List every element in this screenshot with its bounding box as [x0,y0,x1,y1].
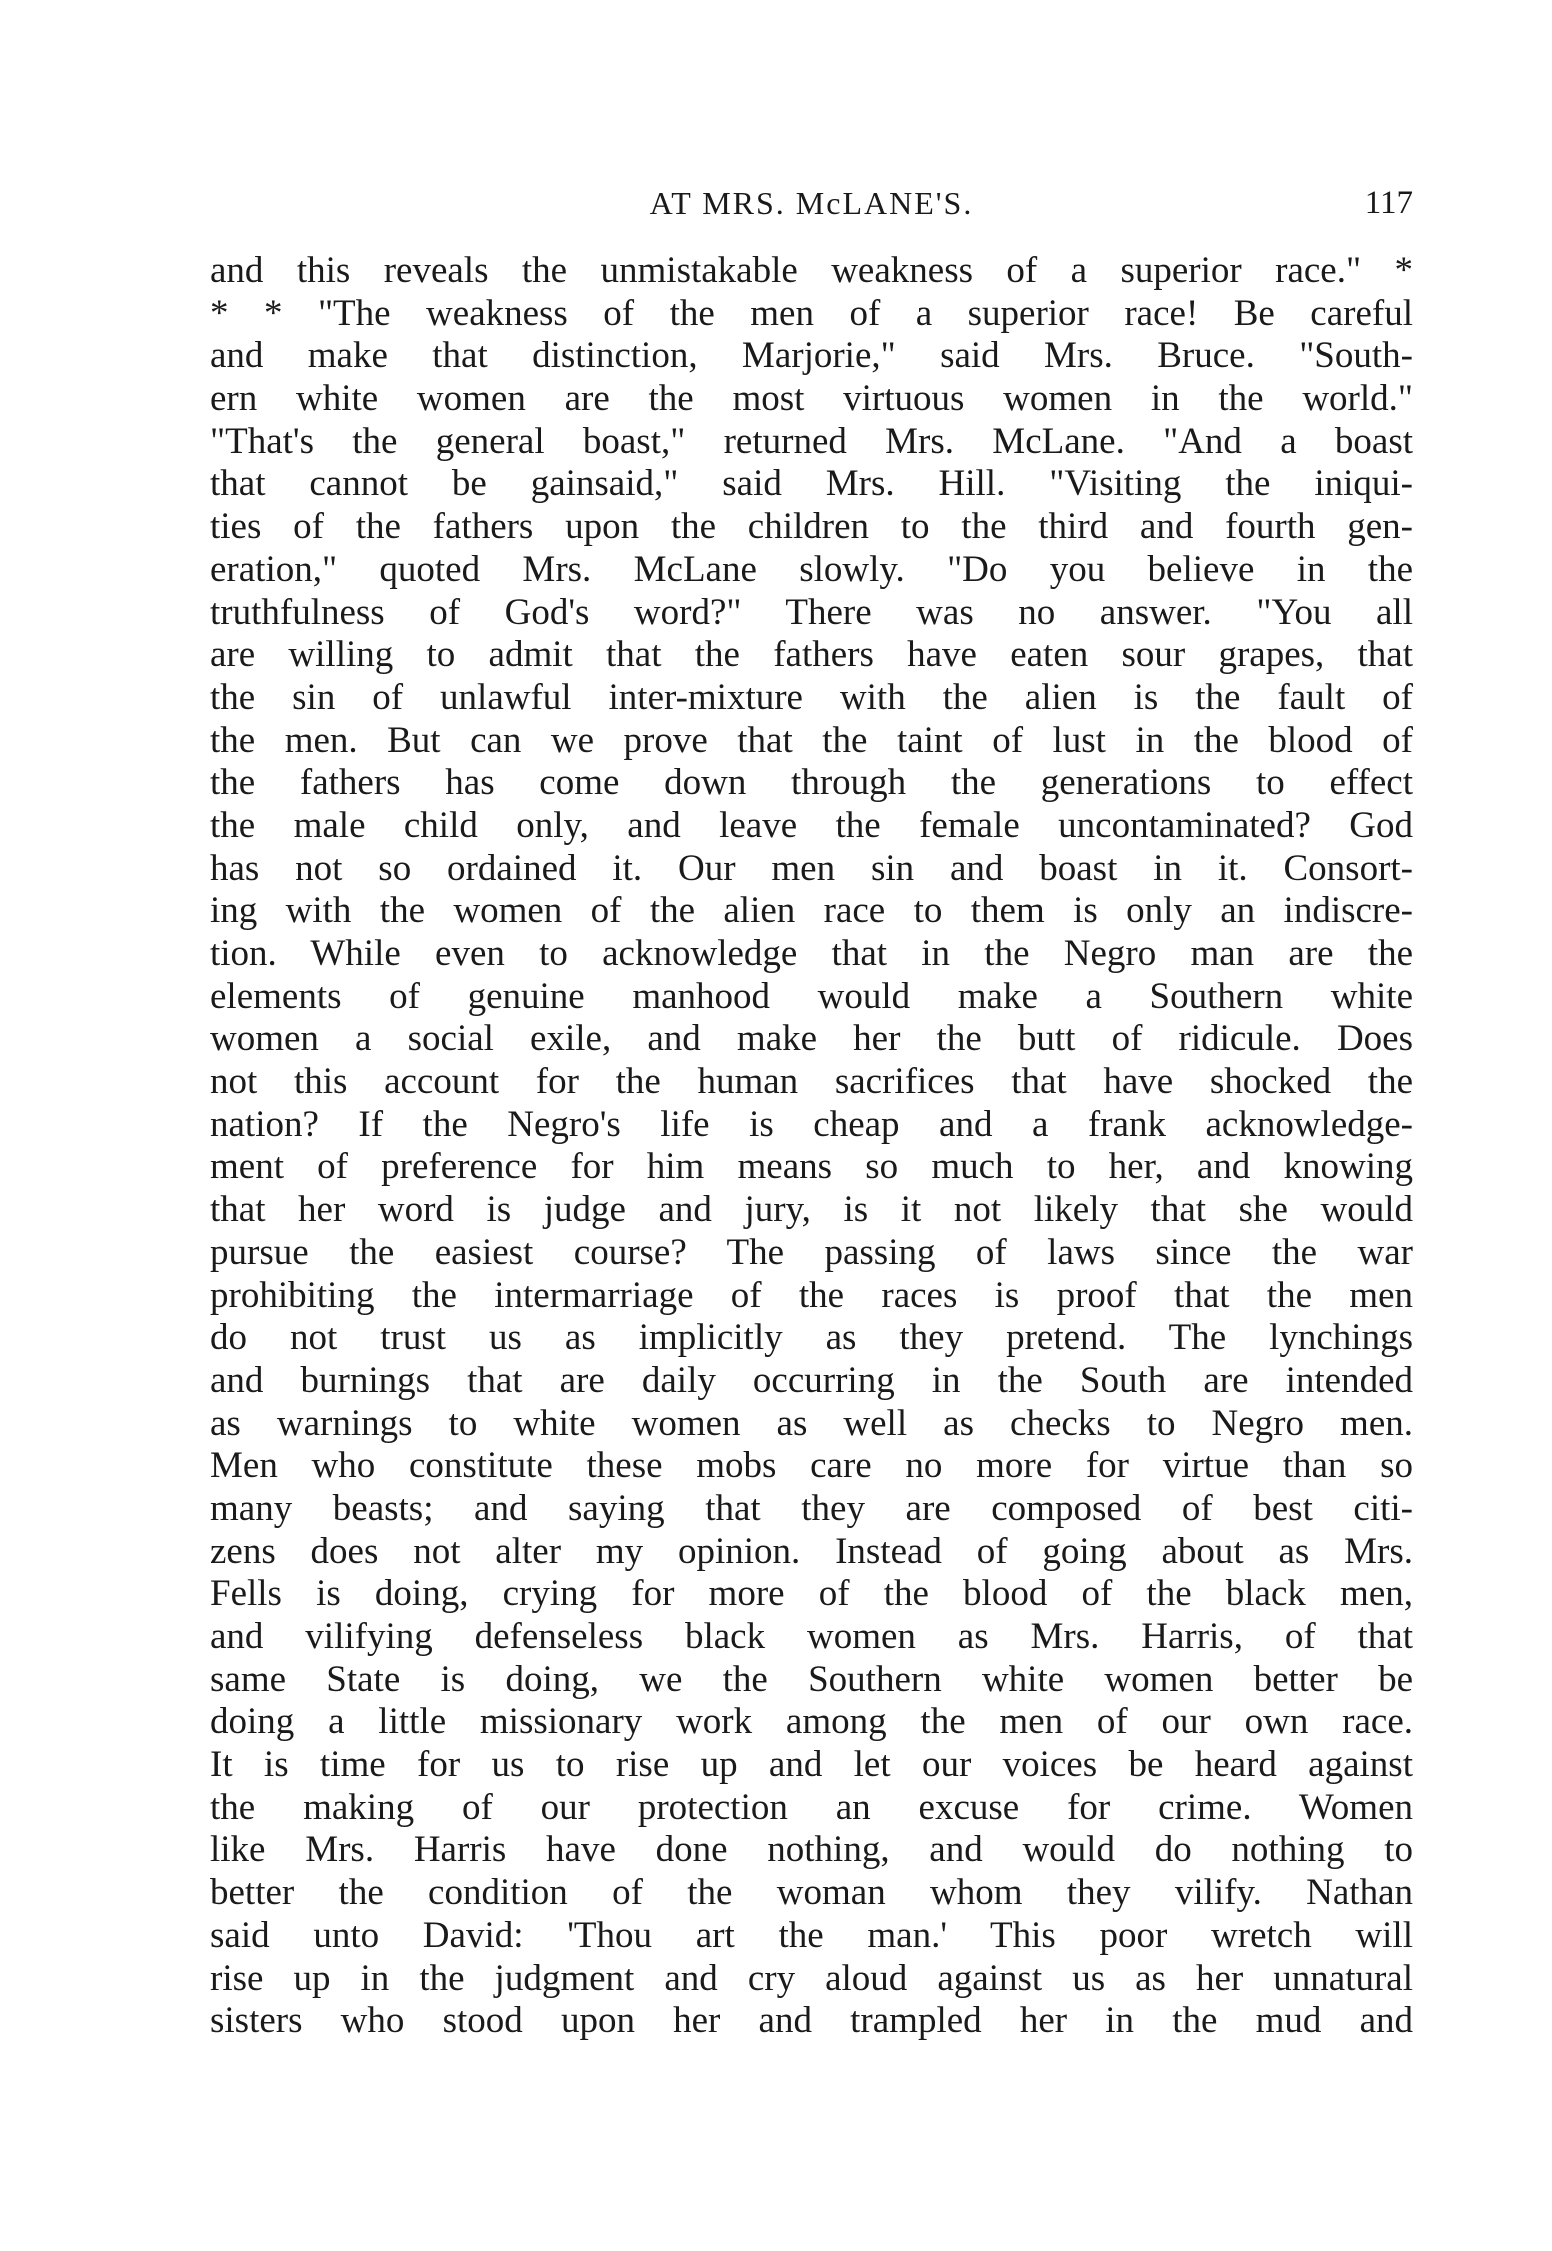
text-line: ing with the women of the alien race to them is only an indiscre- [210,890,1413,932]
text-line: many beasts; and saying that they are composed of best citi- [210,1487,1413,1529]
running-head [210,178,1413,228]
text-line: that her word is judge and jury, is it not likely that she would [210,1189,1413,1231]
text-line: that cannot be gainsaid," said Mrs. Hill. "Visiting the iniqui- [210,463,1413,505]
text-line: ment of preference for him means so much to her, and knowing [210,1146,1413,1188]
text-line: * * "The weakness of the men of a superior race! Be careful [210,292,1413,334]
text-line: elements of genuine manhood would make a Southern white [210,975,1413,1017]
running-title: AT MRS. McLANE'S. [649,185,974,221]
text-line: eration," quoted Mrs. McLane slowly. "Do you believe in the [210,548,1413,590]
text-line: Men who constitute these mobs care no more for virtue than so [210,1445,1413,1487]
text-line: ern white women are the most virtuous women in the world." [210,378,1413,420]
page-number: 117 [1364,185,1413,221]
text-line: not this account for the human sacrifices that have shocked the [210,1061,1413,1103]
text-line: and burnings that are daily occurring in the South are intended [210,1359,1413,1401]
text-line: the male child only, and leave the female uncontaminated? God [210,804,1413,846]
text-line: the fathers has come down through the generations to effect [210,762,1413,804]
text-line: It is time for us to rise up and let our voices be heard against [210,1744,1413,1786]
text-line: Fells is doing, crying for more of the blood of the black men, [210,1573,1413,1615]
text-line: doing a little missionary work among the men of our own race. [210,1701,1413,1743]
text-line: as warnings to white women as well as checks to Negro men. [210,1402,1413,1444]
text-line: has not so ordained it. Our men sin and boast in it. Consort- [210,847,1413,889]
text-line: same State is doing, we the Southern white women better be [210,1658,1413,1700]
text-line: sisters who stood upon her and trampled her in the mud and [210,2000,1413,2042]
text-line: do not trust us as implicitly as they pretend. The lynchings [210,1317,1413,1359]
text-line: nation? If the Negro's life is cheap and a frank acknowledge- [210,1103,1413,1145]
text-line: said unto David: 'Thou art the man.' This poor wretch will [210,1914,1413,1956]
text-line: women a social exile, and make her the butt of ridicule. Does [210,1018,1413,1060]
text-line: and vilifying defenseless black women as Mrs. Harris, of that [210,1616,1413,1657]
text-line: and this reveals the unmistakable weakness of a superior race." * [210,250,1413,291]
text-line: like Mrs. Harris have done nothing, and would do nothing to [210,1829,1413,1871]
text-line: tion. While even to acknowledge that in the Negro man are the [210,933,1413,974]
text-line: pursue the easiest course? The passing of laws since the war [210,1231,1413,1273]
text-line: the sin of unlawful inter-mixture with the alien is the fault of [210,676,1413,718]
text-line: truthfulness of God's word?" There was no answer. "You all [210,591,1413,633]
text-line: rise up in the judgment and cry aloud against us as her unnatural [210,1957,1413,1999]
text-line: the making of our protection an excuse for crime. Women [210,1786,1413,1828]
text-line: prohibiting the intermarriage of the races is proof that the men [210,1274,1413,1316]
text-line: ties of the fathers upon the children to the third and fourth gen- [210,506,1413,548]
text-line: are willing to admit that the fathers have eaten sour grapes, that [210,634,1413,676]
text-line: and make that distinction, Marjorie," said Mrs. Bruce. "South- [210,335,1413,377]
text-line: "That's the general boast," returned Mrs. McLane. "And a boast [210,420,1413,462]
text-line: the men. But can we prove that the taint of lust in the blood of [210,719,1413,761]
text-line: better the condition of the woman whom they vilify. Nathan [210,1872,1413,1914]
body-text [210,250,1413,2043]
text-line: zens does not alter my opinion. Instead of going about as Mrs. [210,1530,1413,1572]
